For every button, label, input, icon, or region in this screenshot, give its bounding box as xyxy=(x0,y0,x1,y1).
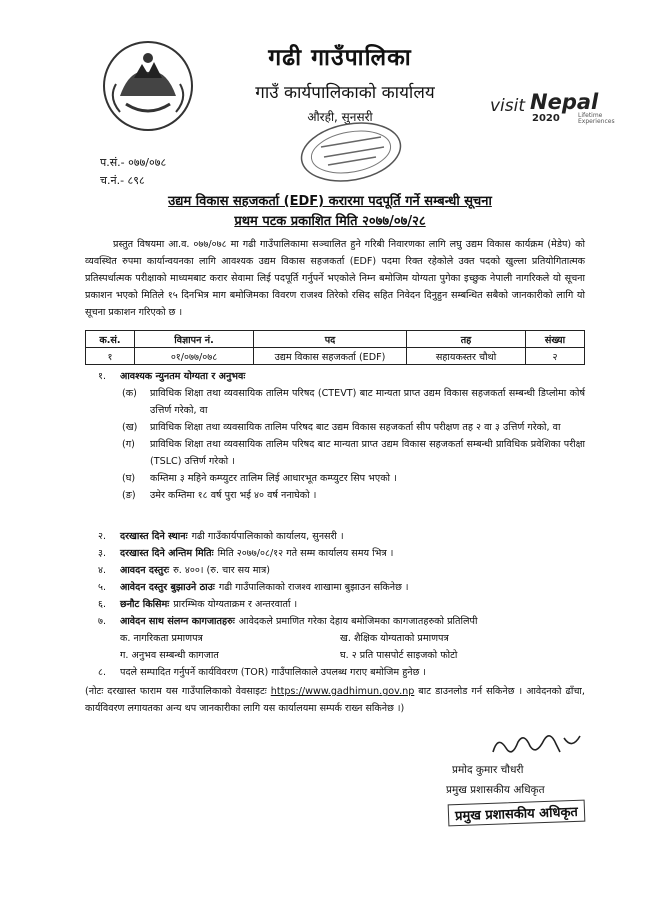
document-item: ग. अनुभव सम्बन्धी कागजात xyxy=(120,650,219,661)
point-text: गढी गाउँकार्यपालिकाको कार्यालय, सुनसरी । xyxy=(191,531,344,542)
government-emblem-icon xyxy=(100,38,196,134)
document-item: क. नागरिकता प्रमाणपत्र xyxy=(120,633,203,644)
document-item: ख. शैक्षिक योग्यताको प्रमाणपत्र xyxy=(340,633,449,644)
logo-visit-text: visit xyxy=(490,96,526,116)
office-subtitle: गाउँ कार्यपालिकाको कार्यालय xyxy=(255,83,435,103)
point-label: दरखास्त दिने अन्तिम मितिः xyxy=(120,548,214,559)
table-header-cell: तह xyxy=(407,331,526,348)
visit-nepal-logo xyxy=(490,88,620,128)
table-header-cell: क.सं. xyxy=(86,331,135,348)
list-item xyxy=(98,664,585,681)
list-item xyxy=(98,528,585,545)
point-label: दरखास्त दिने स्थानः xyxy=(120,531,188,542)
logo-year-text: 2020 xyxy=(532,113,560,124)
office-location: औरही, सुनसरी xyxy=(307,110,373,124)
list-item-key: (ग) xyxy=(122,439,135,450)
point-label: आवेदन साथ संलग्न कागजातहरुः xyxy=(120,616,235,627)
list-item-text: उमेर कम्तिमा १८ वर्ष पुरा भई ४० वर्ष ननाघेको । xyxy=(150,490,317,501)
signature-icon xyxy=(488,730,588,760)
logo-tagline-text: Lifetime Experiences xyxy=(578,112,615,125)
list-item xyxy=(98,596,585,613)
signatory-designation: प्रमुख प्रशासकीय अधिकृत xyxy=(446,784,545,796)
received-stamp-icon xyxy=(296,117,406,187)
list-item xyxy=(98,385,585,419)
list-item-text: प्राविधिक शिक्षा तथा व्यवसायिक तालिम परिषद (CTEVT) बाट मान्यता प्राप्त उद्यम विकास सहजकर्ता सम्बन्धी डिप्लोमा कोर्ष उत्तिर्ण गरेको, वा xyxy=(150,388,585,416)
list-number: १. xyxy=(98,371,107,382)
point-text: प्रारम्भिक योग्यताक्रम र अन्तरवार्ता । xyxy=(173,599,298,610)
point-label: आवेदन दस्तुर बुझाउने ठाउः xyxy=(120,582,215,593)
list-item xyxy=(98,436,585,470)
list-number: ७. xyxy=(98,616,107,627)
list-number: २. xyxy=(98,531,107,542)
reference-number: प.सं.- ०७७/०७८ xyxy=(100,156,167,169)
list-number: ४. xyxy=(98,565,107,576)
list-item xyxy=(98,419,585,436)
dispatch-number: च.नं.- ८९८ xyxy=(100,174,145,187)
table-cell: उद्यम विकास सहजकर्ता (EDF) xyxy=(254,348,407,365)
download-note xyxy=(85,683,585,717)
list-item xyxy=(98,470,585,487)
table-header-cell: पद xyxy=(254,331,407,348)
point-text: पदले सम्पादित गर्नुपर्ने कार्यविवरण (TOR) गाउँपालिकाले उपलब्ध गराए बमोजिम हुनेछ । xyxy=(120,667,427,678)
list-number: ८. xyxy=(98,667,107,678)
point-label: आवदन दस्तुरः xyxy=(120,565,170,576)
table-header-row xyxy=(86,331,585,348)
list-number: ६. xyxy=(98,599,107,610)
point-text: मिति २०७७/०८/१२ गते सम्म कार्यालय समय भित्र । xyxy=(217,548,394,559)
logo-nepal-text: Nepal xyxy=(530,90,599,114)
list-item-key: (घ) xyxy=(122,473,136,484)
vacancy-table xyxy=(85,330,585,365)
table-header-cell: संख्या xyxy=(526,331,585,348)
document-item: घ. २ प्रति पासपोर्ट साइजको फोटो xyxy=(340,650,458,661)
table-cell: सहायकस्तर चौथो xyxy=(407,348,526,365)
list-item xyxy=(98,579,585,596)
points-section xyxy=(98,528,585,681)
qualification-section xyxy=(98,368,585,504)
list-item-text: प्राविधिक शिक्षा तथा व्यवसायिक तालिम परिषद बाट उद्यम विकास सहजकर्ता सीप परीक्षण तह २ वा ३ उत्तिर्ण गरेको, वा xyxy=(150,422,561,433)
office-title: गढी गाउँपालिका xyxy=(268,45,412,71)
publish-date-line: प्रथम पटक प्रकाशित मिति २०७७/०७/२८ xyxy=(234,214,426,229)
list-item-key: (क) xyxy=(122,388,137,399)
list-item xyxy=(98,562,585,579)
list-item-key: (ख) xyxy=(122,422,138,433)
list-number: ५. xyxy=(98,582,107,593)
list-item xyxy=(98,613,585,630)
list-item-text: कम्तिमा ३ महिने कम्प्युटर तालिम लिई आधारभूत कम्प्युटर सिप भएको । xyxy=(150,473,397,484)
designation-stamp: प्रमुख प्रशासकीय अधिकृत xyxy=(448,800,586,827)
documents-row xyxy=(98,647,585,664)
list-item-key: (ङ) xyxy=(122,490,136,501)
table-header-cell: विज्ञापन नं. xyxy=(135,331,254,348)
table-cell: २ xyxy=(526,348,585,365)
point-label: छनौट किसिमः xyxy=(120,599,170,610)
table-row xyxy=(86,348,585,365)
website-link[interactable]: https://www.gadhimun.gov.np xyxy=(270,686,415,697)
documents-row xyxy=(98,630,585,647)
list-item-text: प्राविधिक शिक्षा तथा व्यवसायिक तालिम परिषद बाट मान्यता प्राप्त उद्यम विकास सहजकर्ता सम्बन्धी प्राविधिक प्रवेशिका परीक्षा (TSLC) उत्तिर्ण गरेको । xyxy=(150,439,585,467)
note-suffix: बाट डाउनलोड गर्न सकिनेछ । आवेदनको ढाँचा, कार्यविवरण लगायतका अन्य थप जानकारीका लागि यस कार्यालयमा सम्पर्क राख्न सकिनेछ ।) xyxy=(85,686,585,714)
intro-paragraph: प्रस्तुत विषयमा आ.व. ०७७/०७८ मा गढी गाउँपालिकामा सञ्चालित हुने गरिबी निवारणका लागि लघु उद्यम विकास कार्यक्रम (मेडेप) को व्यवस्थित रुपमा कार्यान्वयनका लागि आवश्यक उद्यम विकास सहजकर्ता (EDF) पदमा रिक्त रहेकोले उक्त पदको खुल्ला प्रतियोगितात्मक प्रतिस्पर्धात्मक परीक्षाको माध्यमबाट करार सेवामा लिई पदपूर्ति गर्नुपर्ने भएकोले निम्न बमोजिम योग्यता पुगेका इच्छुक नेपाली नागरिकले यो सूचना प्रकाशन भएको मितिले १५ दिनभित्र माग बमोजिमका विवरण राजश्व तिरेको रसिद सहित निवेदन दिनुहुन सम्बन्धित सबैको जानकारीको लागि यो सूचना प्रकाशन गरिएको छ । xyxy=(85,239,585,318)
list-item xyxy=(98,545,585,562)
signatory-name: प्रमोद कुमार चौधरी xyxy=(452,764,524,776)
list-number: ३. xyxy=(98,548,107,559)
table-cell: १ xyxy=(86,348,135,365)
point-text: गढी गाउँपालिकाको राजश्व शाखामा बुझाउन सकिनेछ । xyxy=(218,582,409,593)
point-text: रु. ४००। (रु. चार सय मात्र) xyxy=(173,565,271,576)
note-prefix: (नोटः दरखास्त फाराम यस गाउँपालिकाको वेवसाइटः xyxy=(85,686,267,697)
table-cell: ०१/०७७/०७८ xyxy=(135,348,254,365)
point-text: आवेदकले प्रमाणित गरेका देहाय बमोजिमका कागजातहरुको प्रतिलिपी xyxy=(238,616,478,627)
qualification-label: आवश्यक न्युनतम योग्यता र अनुभवः xyxy=(120,371,246,382)
notice-subject: उद्यम विकास सहजकर्ता (EDF) करारमा पदपूर्ति गर्ने सम्बन्धी सूचना xyxy=(168,194,492,209)
list-item xyxy=(98,487,585,504)
